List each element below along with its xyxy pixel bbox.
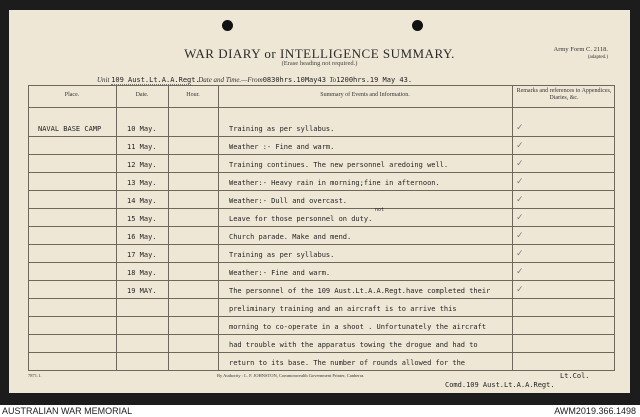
row-rule xyxy=(28,280,615,281)
row-date: 11 May. xyxy=(127,143,157,151)
row-summary: Leave for those personnel on duty. xyxy=(229,215,373,223)
col-rule-remarks xyxy=(512,85,513,370)
row-date: 13 May. xyxy=(127,179,157,187)
col-rule-date xyxy=(116,85,117,370)
check-mark-icon: ✓ xyxy=(516,285,524,295)
table-left-rule xyxy=(28,85,29,370)
row-handwritten-insert: not xyxy=(375,207,385,213)
signature-rank: Lt.Col. xyxy=(560,372,590,380)
row-rule xyxy=(28,190,615,191)
caption-accession: AWM2019.366.1498 xyxy=(554,406,636,416)
unit-label: Unit xyxy=(97,76,110,84)
header-remarks: Remarks and references to Appendices, Diaries, &c. xyxy=(516,88,612,101)
date-to-value: 1200hrs.19 May 43. xyxy=(336,76,413,84)
row-date: 14 May. xyxy=(127,197,157,205)
army-form-sub: (adapted.) xyxy=(587,55,608,60)
army-form-number: Army Form C. 2118. xyxy=(553,46,608,53)
header-summary: Summary of Events and Information. xyxy=(320,92,410,98)
row-rule xyxy=(28,370,615,371)
date-to-label: To xyxy=(329,76,337,84)
row-date: 19 MAY. xyxy=(127,287,157,295)
row-rule xyxy=(28,208,615,209)
row-summary: had trouble with the apparatus towing the drogue and had to xyxy=(229,341,478,349)
date-label: Date and Time.—From xyxy=(198,76,263,84)
row-date: 18 May. xyxy=(127,269,157,277)
row-summary: Weather:- Heavy rain in morning;fine in afternoon. xyxy=(229,179,440,187)
punch-hole-left xyxy=(222,20,233,31)
diary-page xyxy=(9,10,630,393)
check-mark-icon: ✓ xyxy=(516,249,524,259)
table-right-rule xyxy=(614,85,615,370)
row-summary: return to its base. The number of rounds allowed for the xyxy=(229,359,466,367)
col-rule-summary xyxy=(218,85,219,370)
header-date: Date. xyxy=(135,92,149,98)
row-date: 17 May. xyxy=(127,251,157,259)
header-place: Place. xyxy=(64,92,80,98)
army-form-label xyxy=(554,46,608,62)
row-date: 16 May. xyxy=(127,233,157,241)
row-summary: Weather :- Fine and warm. xyxy=(229,143,335,151)
row-summary: Training as per syllabus. xyxy=(229,125,335,133)
row-summary: morning to co-operate in a shoot . Unfortunately the aircraft xyxy=(229,323,487,331)
check-mark-icon: ✓ xyxy=(516,141,524,151)
row-place: NAVAL BASE CAMP xyxy=(38,125,102,133)
check-mark-icon: ✓ xyxy=(516,195,524,205)
row-summary: Church parade. Make and mend. xyxy=(229,233,352,241)
check-mark-icon: ✓ xyxy=(516,159,524,169)
check-mark-icon: ✓ xyxy=(516,231,524,241)
form-number: 7871.1. xyxy=(28,373,42,378)
row-date: 15 May. xyxy=(127,215,157,223)
row-rule xyxy=(28,136,615,137)
page-subtitle: (Erase heading not required.) xyxy=(281,60,358,67)
row-rule xyxy=(28,172,615,173)
header-hour: Hour. xyxy=(186,92,200,98)
check-mark-icon: ✓ xyxy=(516,177,524,187)
date-from-value: 0830hrs.10May43 xyxy=(262,76,326,84)
row-rule xyxy=(28,226,615,227)
row-rule xyxy=(28,244,615,245)
page-title: WAR DIARY or INTELLIGENCE SUMMARY. xyxy=(184,46,455,61)
row-date: 10 May. xyxy=(127,125,157,133)
check-mark-icon: ✓ xyxy=(516,123,524,133)
check-mark-icon: ✓ xyxy=(516,267,524,277)
row-summary: Training as per syllabus. xyxy=(229,251,335,259)
row-rule xyxy=(28,154,615,155)
diary-table xyxy=(28,85,615,378)
row-summary: Weather:- Dull and overcast. xyxy=(229,197,348,205)
row-rule xyxy=(28,352,615,353)
caption-source: AUSTRALIAN WAR MEMORIAL xyxy=(2,406,133,416)
unit-value: 109 Aust.Lt.A.A.Regt. xyxy=(111,76,200,84)
row-summary: Weather:- Fine and warm. xyxy=(229,269,331,277)
row-summary: The personnel of the 109 Aust.Lt.A.A.Regt.have completed their xyxy=(229,287,491,295)
col-rule-hour xyxy=(168,85,169,370)
row-rule xyxy=(28,262,615,263)
printer-authority: By Authority : L. F. JOHNSTON, Commonwealth Government Printer, Canberra. xyxy=(217,373,365,378)
check-mark-icon: ✓ xyxy=(516,213,524,223)
row-rule xyxy=(28,298,615,299)
row-summary: Training continues. The new personnel aredoing well. xyxy=(229,161,449,169)
punch-hole-right xyxy=(412,20,423,31)
unit-line xyxy=(97,76,412,85)
signature-command: Comd.109 Aust.Lt.A.A.Regt. xyxy=(445,381,555,389)
row-summary: preliminary training and an aircraft is to arrive this xyxy=(229,305,457,313)
row-rule xyxy=(28,316,615,317)
row-date: 12 May. xyxy=(127,161,157,169)
row-rule xyxy=(28,334,615,335)
